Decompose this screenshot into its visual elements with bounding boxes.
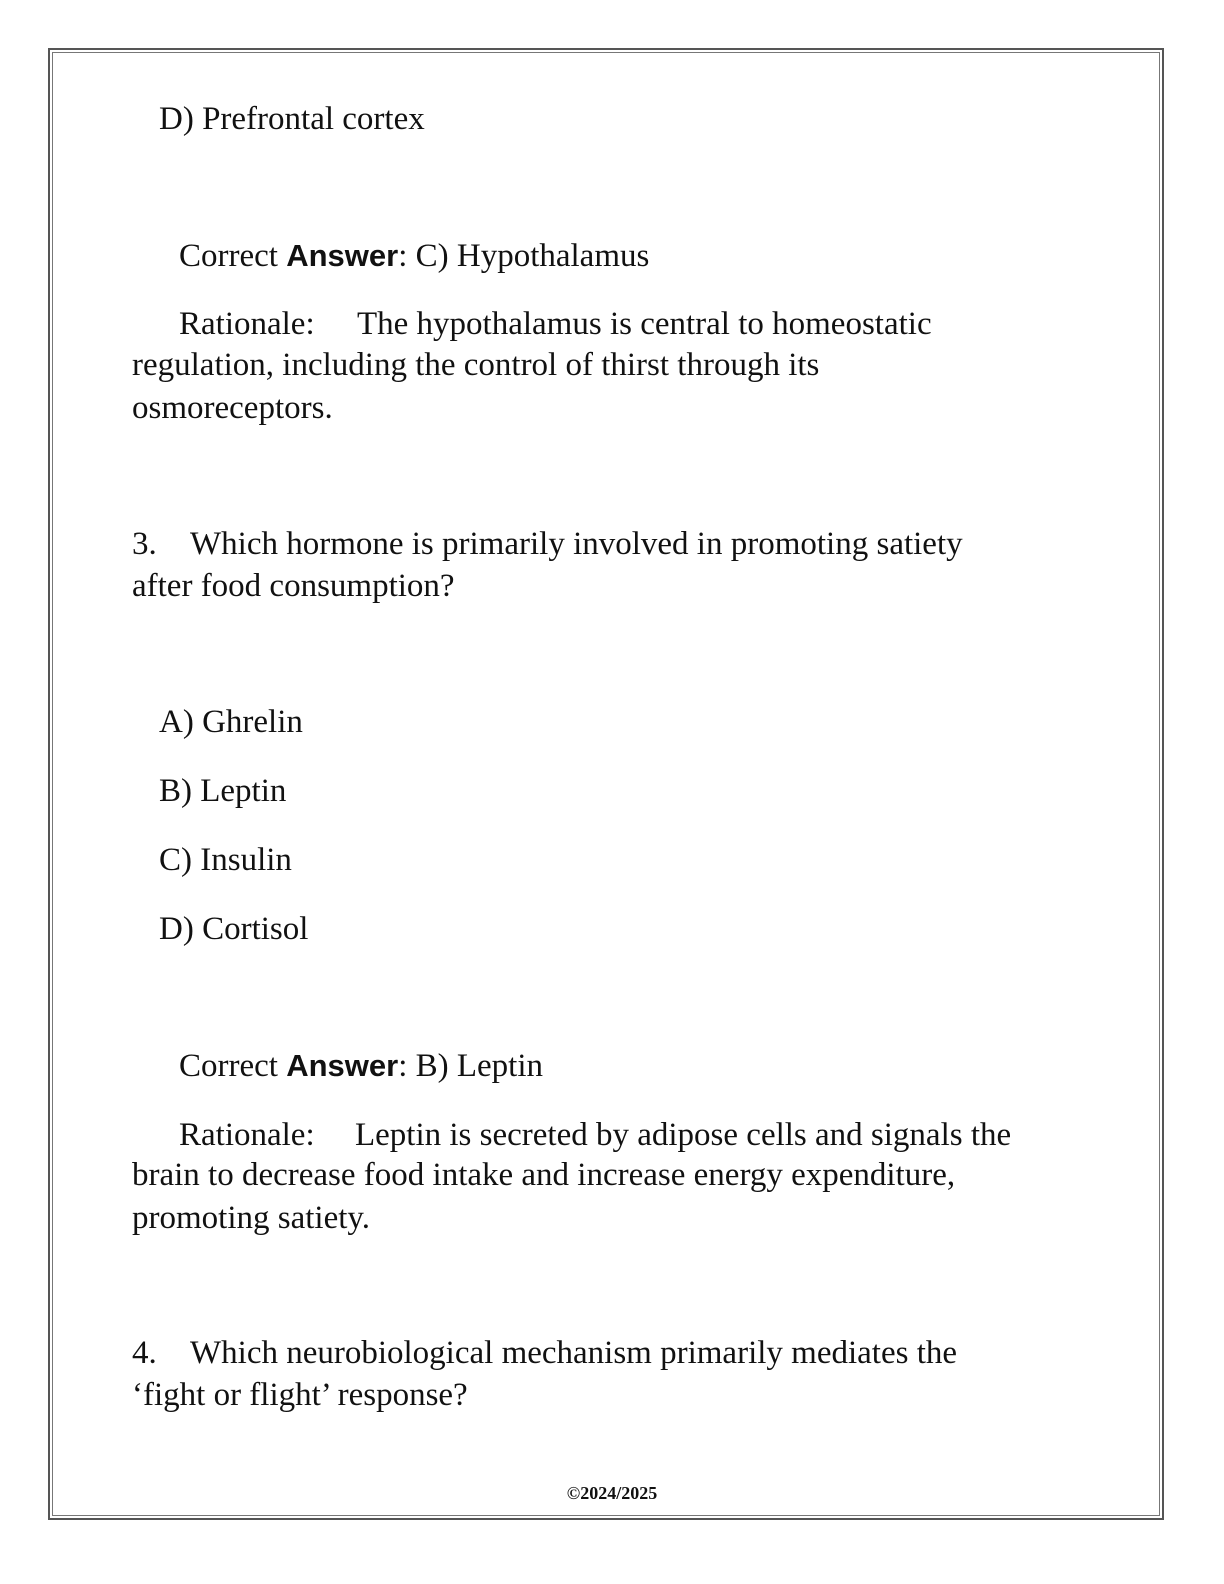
q3-rationale-line3: promoting satiety. [132,1200,370,1236]
q3-question-line1: Which hormone is primarily involved in promoting satiety [190,526,963,562]
footer-copyright: ©2024/2025 [566,1483,658,1503]
q3-option-b: B) Leptin [159,773,287,809]
q3-rationale-line2: brain to decrease food intake and increase energy expenditure, [132,1157,956,1193]
q3-option-a: A) Ghrelin [159,704,303,740]
q2-answer-value: : C) Hypothalamus [398,238,650,274]
q3-rationale-label: Rationale: [179,1117,315,1153]
q3-answer-keyword: Answer [286,1048,399,1083]
q2-answer-keyword: Answer [286,238,399,273]
q2-rationale-line1: The hypothalamus is central to homeostatic [357,306,932,342]
q3-answer-value: : B) Leptin [398,1048,543,1084]
q2-rationale-line2: regulation, including the control of thirst through its [132,347,820,383]
q2-option-d: D) Prefrontal cortex [159,101,425,137]
q2-correct-answer [179,235,649,277]
q4-number: 4. [132,1335,157,1371]
q2-answer-prefix: Correct [179,238,287,274]
q3-option-c: C) Insulin [159,842,292,878]
q3-correct-answer [179,1045,543,1087]
q4-question-line2: ‘fight or flight’ response? [132,1377,468,1413]
q2-rationale-label: Rationale: [179,306,315,342]
q3-rationale-line1: Leptin is secreted by adipose cells and signals the [355,1117,1012,1153]
q3-number: 3. [132,526,157,562]
q4-question-line1: Which neurobiological mechanism primarily mediates the [190,1335,958,1371]
q3-question-line2: after food consumption? [132,568,455,604]
q3-option-d: D) Cortisol [159,911,309,947]
q3-answer-prefix: Correct [179,1048,287,1084]
q2-rationale-line3: osmoreceptors. [132,390,333,426]
